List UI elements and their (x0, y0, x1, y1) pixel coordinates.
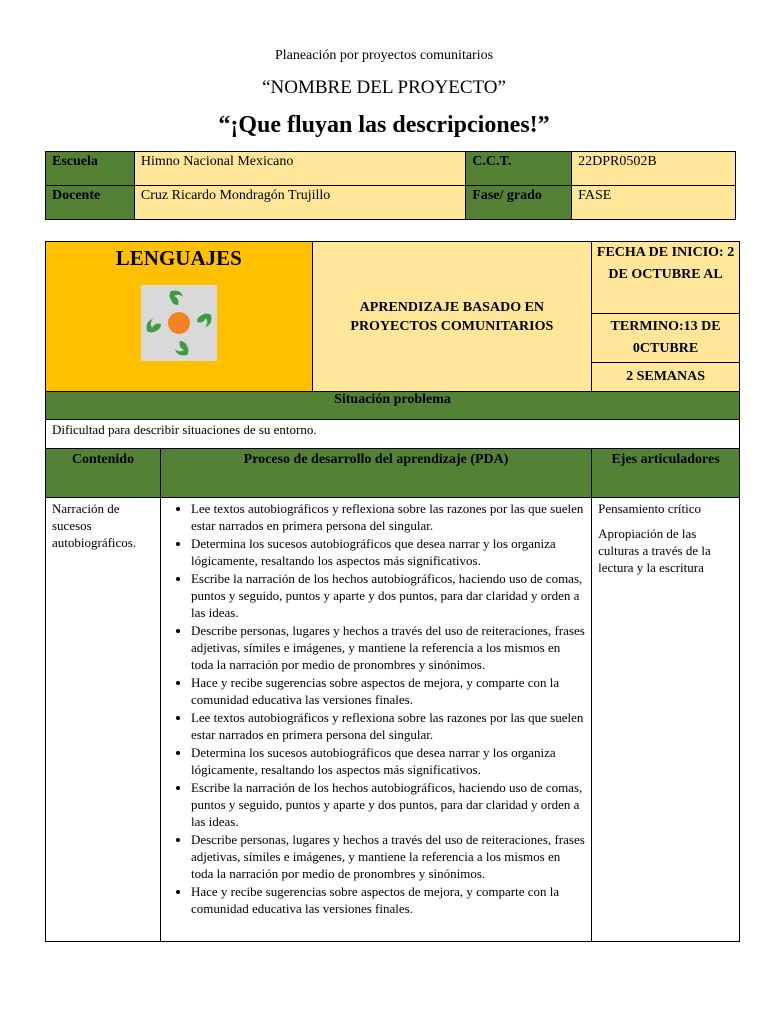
campo-formativo-cell (46, 242, 313, 392)
metodologia-cell: APRENDIZAJE BASADO EN PROYECTOS COMUNITARIOS (312, 242, 592, 392)
contenido-header: Contenido (46, 449, 161, 498)
list-item: • Escribe la narración de los hechos autobiográficos, haciendo uso de comas, puntos y seguido, puntos y aparte y dos puntos, para dar claridad y orden a las ideas. (191, 570, 585, 621)
info-table (45, 151, 736, 220)
project-title: “¡Que fluyan las descripciones!” (218, 112, 550, 138)
document-subtitle: Planeación por proyectos comunitarios (274, 48, 494, 63)
fase-label: Fase/ grado (466, 186, 572, 220)
campo-formativo-title: LENGUAJES (115, 246, 242, 270)
eje-item: Apropiación de las culturas a través de la lectura y la escritura (598, 526, 711, 575)
plan-top-row-1 (46, 242, 740, 314)
eje-item: Pensamiento crítico (598, 501, 702, 516)
plan-table (45, 241, 740, 942)
project-name-label: “NOMBRE DEL PROYECTO” (262, 77, 506, 98)
list-item: • Determina los sucesos autobiográficos que desea narrar y los organiza lógicamente, resaltando los aspectos más significativos. (191, 535, 585, 569)
pda-header-row (46, 449, 740, 498)
pda-header: Proceso de desarrollo del aprendizaje (PDA) (160, 449, 591, 498)
fecha-inicio-cell: FECHA DE INICIO: 2 DE OCTUBRE AL (592, 242, 740, 314)
list-item: • Hace y recibe sugerencias sobre aspectos de mejora, y comparte con la comunidad educativa las versiones finales. (191, 883, 585, 917)
ejes-cell (592, 498, 740, 942)
list-item: • Hace y recibe sugerencias sobre aspectos de mejora, y comparte con la comunidad educativa las versiones finales. (191, 674, 585, 708)
situacion-text: Dificultad para describir situaciones de su entorno. (46, 420, 740, 449)
situacion-header-row (46, 392, 740, 420)
contenido-cell: Narración de sucesos autobiográficos. (46, 498, 161, 942)
list-item: • Lee textos autobiográficos y reflexiona sobre las razones por las que suelen estar narrados en primera persona del singular. (191, 500, 585, 534)
list-item: • Determina los sucesos autobiográficos que desea narrar y los organiza lógicamente, resaltando los aspectos más significativos. (191, 744, 585, 778)
list-item: • Describe personas, lugares y hechos a través del uso de reiteraciones, frases adjetivas, símiles e imágenes, y mantiene la referencia a los mismos en toda la narración por medio de pronombres y sinónimos. (191, 622, 585, 673)
lenguajes-logo-icon (141, 285, 217, 361)
info-row-escuela (46, 152, 736, 186)
situacion-label: Situación problema (46, 392, 740, 420)
fase-value: FASE (572, 186, 736, 220)
escuela-label: Escuela (46, 152, 135, 186)
lenguajes-logo-svg (141, 285, 217, 361)
ejes-header: Ejes articuladores (592, 449, 740, 498)
cct-value: 22DPR0502B (572, 152, 736, 186)
docente-label: Docente (46, 186, 135, 220)
list-item: • Describe personas, lugares y hechos a través del uso de reiteraciones, frases adjetivas, símiles e imágenes, y mantiene la referencia a los mismos en toda la narración por medio de pronombres y sinónimos. (191, 831, 585, 882)
docente-value: Cruz Ricardo Mondragón Trujillo (134, 186, 465, 220)
info-row-docente (46, 186, 736, 220)
escuela-value: Himno Nacional Mexicano (134, 152, 465, 186)
duracion-cell: 2 SEMANAS (592, 363, 740, 392)
cct-label: C.C.T. (466, 152, 572, 186)
termino-cell: TERMINO:13 DE 0CTUBRE (592, 314, 740, 363)
list-item: • Lee textos autobiográficos y reflexiona sobre las razones por las que suelen estar narrados en primera persona del singular. (191, 709, 585, 743)
pda-list (167, 500, 585, 917)
situacion-row (46, 420, 740, 449)
list-item: • Escribe la narración de los hechos autobiográficos, haciendo uso de comas, puntos y seguido, puntos y aparte y dos puntos, para dar claridad y orden a las ideas. (191, 779, 585, 830)
pda-cell (160, 498, 591, 942)
pda-body-row (46, 498, 740, 942)
